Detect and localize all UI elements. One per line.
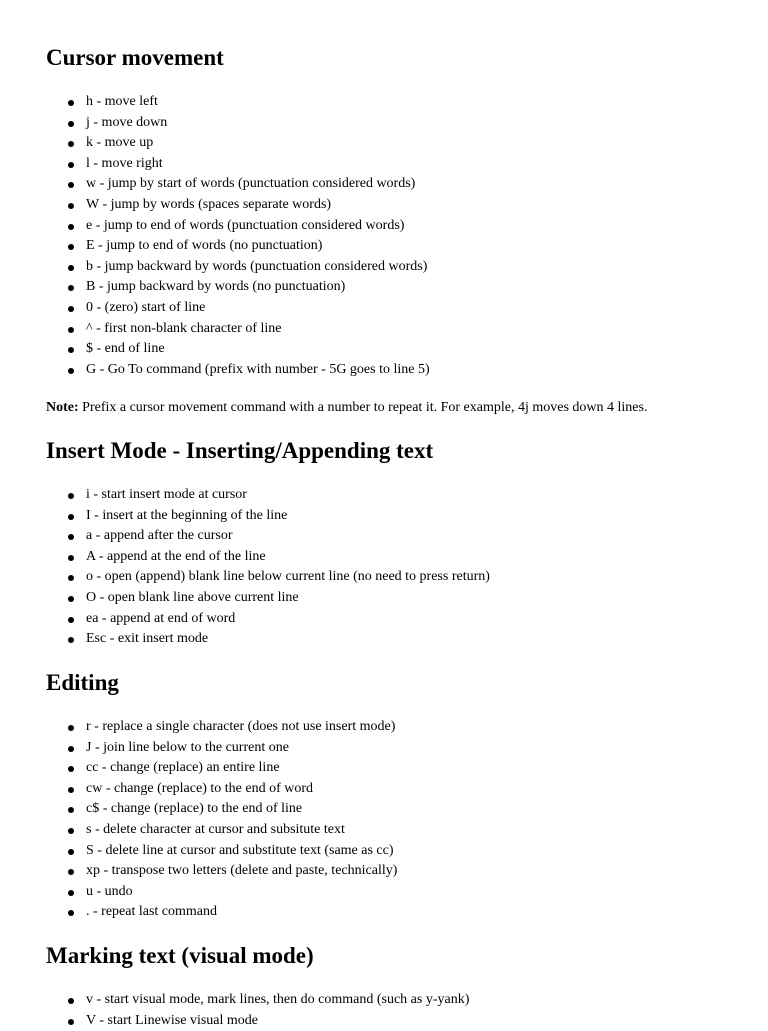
list-item-text: 0 - (zero) start of line <box>86 299 206 315</box>
list-item-text: u - undo <box>86 883 133 899</box>
list-item-text: cw - change (replace) to the end of word <box>86 780 314 796</box>
bullet-icon <box>68 493 74 499</box>
list-item-text: r - replace a single character (does not use insert mode) <box>86 719 396 734</box>
list-item <box>46 902 397 923</box>
section-heading-insert-mode: Insert Mode - Inserting/Appending text <box>46 438 434 463</box>
list-item <box>46 779 397 800</box>
list-item-text: a - append after the cursor <box>86 528 233 544</box>
list-item <box>46 236 430 257</box>
list-item <box>46 319 430 340</box>
list-item-text: l - move right <box>86 155 163 171</box>
bullet-icon <box>68 182 74 188</box>
section-heading-cursor-movement: Cursor movement <box>46 45 224 70</box>
list-item-text: Esc - exit insert mode <box>86 631 209 647</box>
list-item <box>46 360 430 381</box>
list-item <box>46 257 430 278</box>
list-editing <box>46 717 397 923</box>
list-item-text: h - move left <box>86 94 158 109</box>
list-item <box>46 567 490 588</box>
list-item <box>46 609 490 630</box>
bullet-icon <box>68 285 74 291</box>
list-item <box>46 113 430 134</box>
bullet-icon <box>68 575 74 581</box>
list-item-text: O - open blank line above current line <box>86 589 299 605</box>
list-visual-mode <box>46 990 469 1031</box>
bullet-icon <box>68 244 74 250</box>
list-item <box>46 216 430 237</box>
bullet-icon <box>68 998 74 1004</box>
list-item-text: E - jump to end of words (no punctuation) <box>86 238 323 254</box>
list-item-text: V - start Linewise visual mode <box>86 1012 258 1028</box>
list-item <box>46 526 490 547</box>
bullet-icon <box>68 555 74 561</box>
bullet-icon <box>68 368 74 374</box>
bullet-icon <box>68 725 74 731</box>
list-item <box>46 133 430 154</box>
bullet-icon <box>68 100 74 106</box>
list-item-text: A - append at the end of the line <box>86 548 266 564</box>
list-item <box>46 820 397 841</box>
bullet-icon <box>68 869 74 875</box>
note-label: Note: <box>46 400 79 415</box>
list-item-text: w - jump by start of words (punctuation considered words) <box>86 176 416 192</box>
list-item-text: ea - append at end of word <box>86 610 236 626</box>
list-item <box>46 841 397 862</box>
list-item-text: k - move up <box>86 135 154 151</box>
bullet-icon <box>68 141 74 147</box>
bullet-icon <box>68 637 74 643</box>
bullet-icon <box>68 265 74 271</box>
list-item-text: ^ - first non-blank character of line <box>86 320 282 336</box>
list-item <box>46 277 430 298</box>
section-heading-editing: Editing <box>46 670 119 695</box>
list-item-text: v - start visual mode, mark lines, then do command (such as y-yank) <box>86 992 470 1007</box>
bullet-icon <box>68 514 74 520</box>
list-item <box>46 298 430 319</box>
list-item <box>46 485 490 506</box>
bullet-icon <box>68 224 74 230</box>
list-item-text: j - move down <box>86 114 168 130</box>
bullet-icon <box>68 746 74 752</box>
bullet-icon <box>68 910 74 916</box>
list-item <box>46 629 490 650</box>
note-text: Prefix a cursor movement command with a number to repeat it. For example, 4j moves down 4 lines. <box>78 400 648 415</box>
list-item-text: s - delete character at cursor and subsitute text <box>86 821 345 837</box>
list-item-text: c$ - change (replace) to the end of line <box>86 801 303 817</box>
bullet-icon <box>68 121 74 127</box>
list-item-text: b - jump backward by words (punctuation considered words) <box>86 258 428 274</box>
list-item <box>46 339 430 360</box>
list-cursor-movement <box>46 92 430 380</box>
list-item-text: I - insert at the beginning of the line <box>86 507 288 523</box>
list-item <box>46 547 490 568</box>
list-item-text: W - jump by words (spaces separate words) <box>86 196 332 212</box>
list-item-text: J - join line below to the current one <box>86 739 289 755</box>
list-item <box>46 588 490 609</box>
list-item <box>46 861 397 882</box>
list-item <box>46 717 397 738</box>
list-item <box>46 195 430 216</box>
list-item-text: o - open (append) blank line below current line (no need to press return) <box>86 569 490 585</box>
list-item-text: . - repeat last command <box>86 904 218 920</box>
bullet-icon <box>68 617 74 623</box>
bullet-icon <box>68 828 74 834</box>
bullet-icon <box>68 787 74 793</box>
bullet-icon <box>68 890 74 896</box>
list-item <box>46 154 430 175</box>
list-item <box>46 1011 469 1031</box>
list-item <box>46 882 397 903</box>
list-item <box>46 506 490 527</box>
list-item-text: xp - transpose two letters (delete and paste, technically) <box>86 863 398 879</box>
list-item-text: S - delete line at cursor and substitute text (same as cc) <box>86 842 394 858</box>
list-item <box>46 92 430 113</box>
bullet-icon <box>68 203 74 209</box>
bullet-icon <box>68 306 74 312</box>
bullet-icon <box>68 849 74 855</box>
list-item <box>46 758 397 779</box>
bullet-icon <box>68 766 74 772</box>
list-item-text: B - jump backward by words (no punctuation) <box>86 279 346 295</box>
bullet-icon <box>68 596 74 602</box>
list-item <box>46 174 430 195</box>
list-item-text: e - jump to end of words (punctuation considered words) <box>86 217 405 233</box>
list-item <box>46 799 397 820</box>
list-item-text: G - Go To command (prefix with number - 5G goes to line 5) <box>86 361 430 377</box>
bullet-icon <box>68 807 74 813</box>
note-paragraph <box>46 398 647 418</box>
bullet-icon <box>68 162 74 168</box>
bullet-icon <box>68 534 74 540</box>
section-heading-visual-mode: Marking text (visual mode) <box>46 943 314 968</box>
list-insert-mode <box>46 485 490 650</box>
bullet-icon <box>68 347 74 353</box>
list-item-text: i - start insert mode at cursor <box>86 487 247 502</box>
list-item-text: cc - change (replace) an entire line <box>86 760 280 776</box>
list-item-text: $ - end of line <box>86 341 165 357</box>
list-item <box>46 990 469 1011</box>
bullet-icon <box>68 327 74 333</box>
list-item <box>46 738 397 759</box>
